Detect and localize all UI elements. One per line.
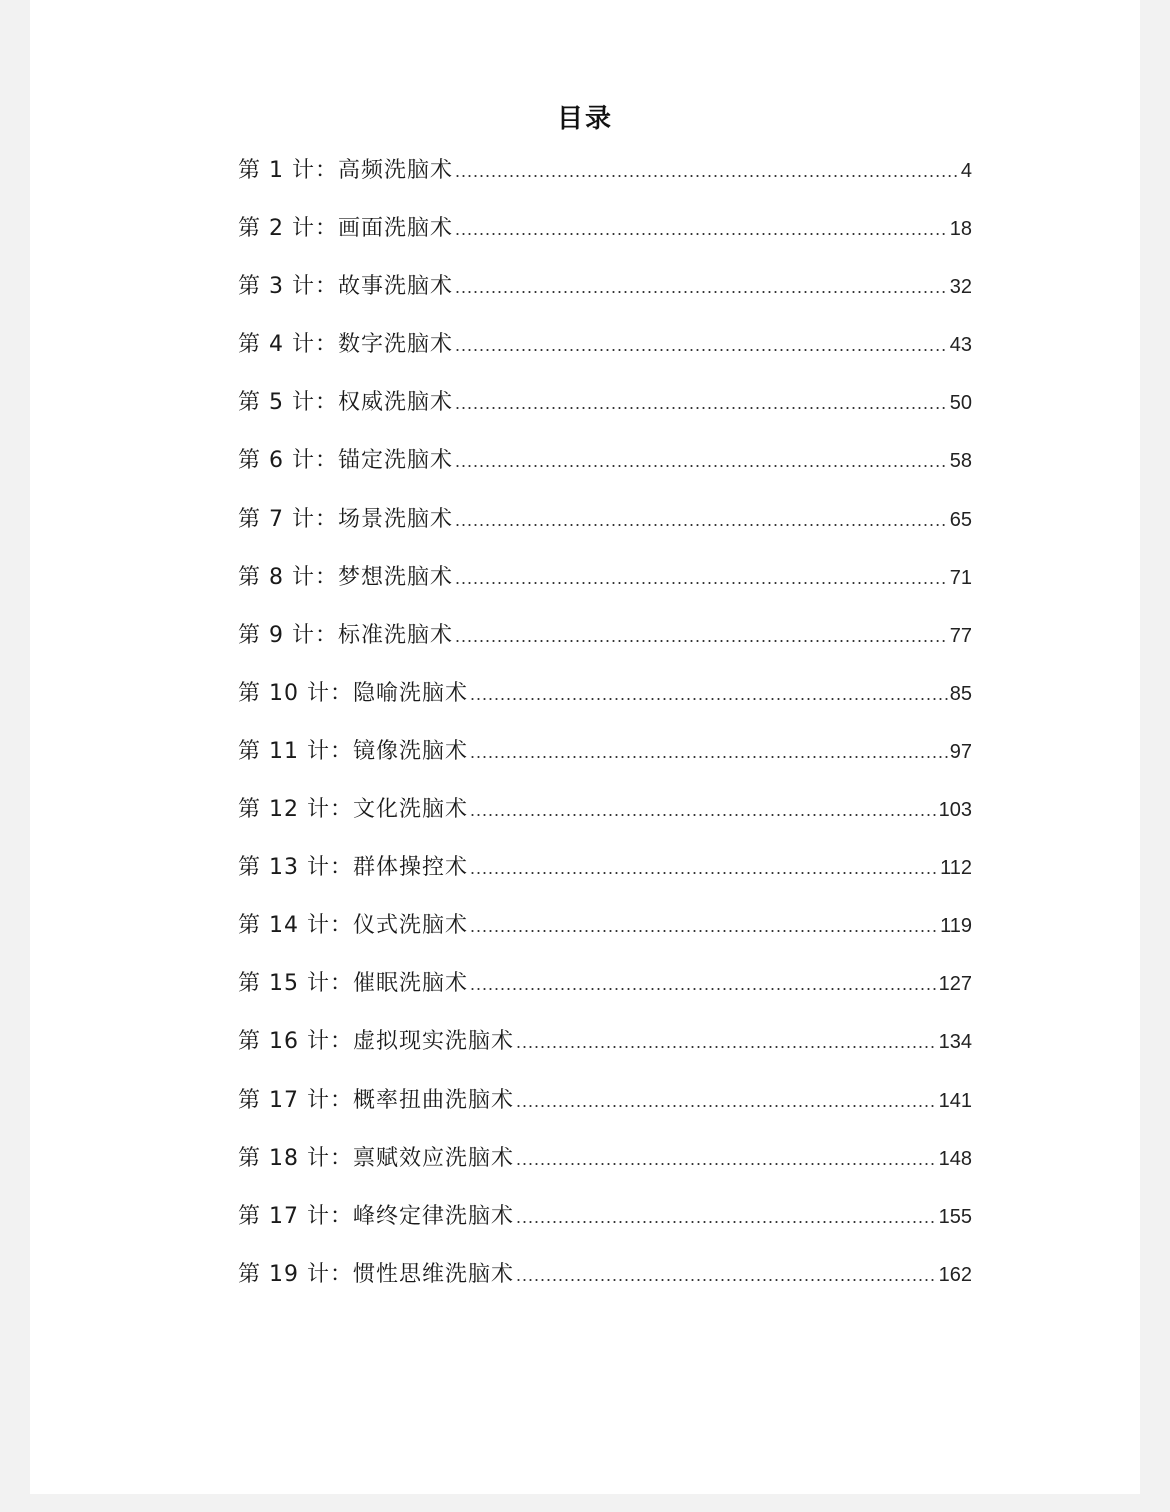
toc-leader-dots (455, 510, 948, 531)
toc-entry-page: 85 (949, 682, 972, 705)
toc-leader-dots (516, 1091, 937, 1112)
toc-entry-page: 134 (938, 1031, 972, 1054)
toc-entry-label: 第 2 计：画面洗脑术 (238, 216, 453, 242)
toc-entry-page: 32 (949, 276, 972, 299)
toc-entry-page: 103 (938, 799, 972, 822)
toc-entry[interactable] (238, 1141, 972, 1199)
toc-entry-page: 43 (949, 334, 972, 357)
toc-entry[interactable] (238, 792, 972, 850)
toc-leader-dots (470, 974, 937, 995)
toc-entry-page: 4 (960, 160, 972, 182)
toc-entry[interactable] (238, 676, 972, 734)
toc-entry-page: 127 (938, 973, 972, 996)
toc-leader-dots (455, 335, 948, 356)
toc-leader-dots (455, 626, 948, 647)
toc-entry[interactable] (238, 211, 972, 269)
toc-entry-page: 71 (949, 566, 972, 589)
toc-entry[interactable] (238, 850, 972, 908)
toc-entry[interactable] (238, 560, 972, 618)
toc-leader-dots (516, 1207, 937, 1228)
toc-entry-page: 65 (949, 508, 972, 531)
toc-leader-dots (455, 277, 948, 298)
toc-entry-page: 155 (938, 1205, 972, 1228)
toc-leader-dots (455, 568, 948, 589)
toc-entry-label: 第 9 计：标准洗脑术 (238, 622, 453, 648)
toc-leader-dots (516, 1149, 937, 1170)
toc-entry[interactable] (238, 269, 972, 327)
document-page (30, 0, 1140, 1494)
toc-entry-label: 第 14 计：仪式洗脑术 (238, 913, 468, 939)
toc-entry-label: 第 6 计：锚定洗脑术 (238, 448, 453, 474)
table-of-contents (238, 153, 972, 1315)
toc-entry-label: 第 19 计：惯性思维洗脑术 (238, 1261, 514, 1287)
toc-leader-dots (455, 393, 948, 414)
toc-entry-label: 第 8 计：梦想洗脑术 (238, 564, 453, 590)
toc-entry[interactable] (238, 966, 972, 1024)
toc-leader-dots (455, 451, 948, 472)
page-title: 目录 (556, 104, 613, 134)
toc-entry-label: 第 3 计：故事洗脑术 (238, 274, 453, 300)
toc-entry[interactable] (238, 327, 972, 385)
toc-entry-label: 第 11 计：镜像洗脑术 (238, 738, 468, 764)
toc-entry-label: 第 5 计：权威洗脑术 (238, 390, 453, 416)
toc-leader-dots (470, 742, 948, 763)
toc-entry-page: 50 (949, 392, 972, 415)
toc-entry-page: 77 (949, 624, 972, 647)
toc-leader-dots (470, 800, 937, 821)
toc-entry-label: 第 1 计：高频洗脑术 (238, 158, 453, 183)
toc-entry[interactable] (238, 502, 972, 560)
toc-leader-dots (516, 1265, 937, 1286)
toc-leader-dots (516, 1032, 937, 1053)
toc-entry[interactable] (238, 443, 972, 501)
toc-entry-label: 第 4 计：数字洗脑术 (238, 332, 453, 358)
toc-entry-page: 112 (940, 857, 972, 880)
toc-entry[interactable] (238, 1257, 972, 1315)
toc-entry[interactable] (238, 734, 972, 792)
toc-entry-label: 第 12 计：文化洗脑术 (238, 797, 468, 823)
toc-entry-label: 第 17 计：概率扭曲洗脑术 (238, 1087, 514, 1113)
toc-entry-label: 第 10 计：隐喻洗脑术 (238, 680, 468, 706)
toc-entry-label: 第 13 计：群体操控术 (238, 855, 468, 881)
toc-entry-label: 第 7 计：场景洗脑术 (238, 506, 453, 532)
toc-leader-dots (455, 219, 948, 240)
toc-entry-page: 97 (949, 740, 972, 763)
toc-entry-page: 162 (938, 1263, 972, 1286)
toc-leader-dots (470, 858, 938, 879)
toc-entry[interactable] (238, 618, 972, 676)
toc-entry-label: 第 18 计：禀赋效应洗脑术 (238, 1145, 514, 1171)
toc-entry-page: 58 (949, 450, 972, 473)
toc-entry-label: 第 15 计：催眠洗脑术 (238, 971, 468, 997)
toc-entry-page: 141 (938, 1089, 972, 1112)
toc-leader-dots (455, 161, 959, 182)
toc-entry-page: 119 (940, 915, 972, 938)
toc-entry[interactable] (238, 385, 972, 443)
toc-entry[interactable] (238, 1024, 972, 1082)
toc-entry[interactable] (238, 1199, 972, 1257)
toc-entry-page: 148 (938, 1147, 972, 1170)
toc-leader-dots (470, 684, 948, 705)
toc-entry[interactable] (238, 908, 972, 966)
toc-entry-label: 第 17 计：峰终定律洗脑术 (238, 1203, 514, 1229)
toc-entry-page: 18 (949, 218, 972, 241)
toc-leader-dots (470, 916, 938, 937)
toc-entry-label: 第 16 计：虚拟现实洗脑术 (238, 1029, 514, 1055)
toc-entry[interactable] (238, 1083, 972, 1141)
toc-entry[interactable] (238, 153, 972, 211)
